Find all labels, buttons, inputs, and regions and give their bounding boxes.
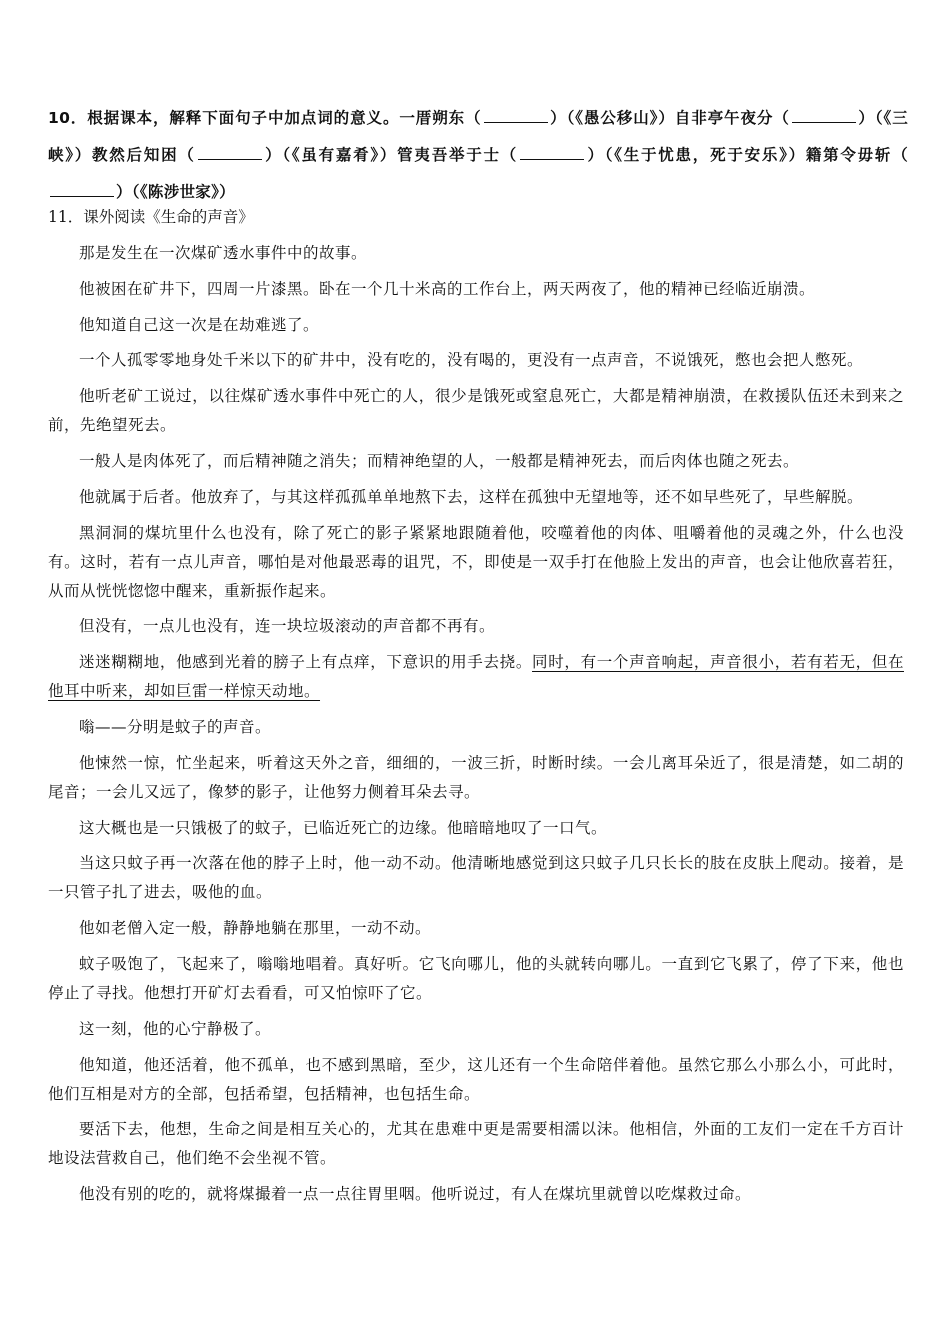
paragraph-text: 迷迷糊糊地，他感到光着的膀子上有点痒，下意识的用手去挠。	[79, 653, 533, 672]
passage-paragraph: 他如老僧入定一般，静静地躺在那里，一动不动。	[79, 919, 432, 938]
passage-paragraph: 这一刻，他的心宁静极了。	[79, 1019, 272, 1038]
q10-ref-2: ）（《三峡》）教然后知困（	[48, 109, 908, 164]
passage-paragraph: 当这只蚊子再一次落在他的脖子上时，他一动不动。他清晰地感觉到这只蚊子几只长长的肢在皮肤上爬动。接着，是一只管子扎了进去，吸他的血。	[48, 854, 904, 902]
question-11-title: 11．课外阅读《生命的声音》	[48, 208, 254, 226]
answer-blank-3[interactable]	[198, 145, 262, 160]
passage-paragraph: 他被困在矿井下，四周一片漆黑。卧在一个几十米高的工作台上，两天两夜了，他的精神已经临近崩溃。	[79, 279, 816, 298]
passage-paragraph: 他没有别的吃的，就将煤撮着一点一点往胃里咽。他听说过，有人在煤坑里就曾以吃煤救过命。	[79, 1185, 752, 1204]
passage-paragraph: 蚊子吸饱了，飞起来了，嗡嗡地唱着。真好听。它飞向哪儿，他的头就转向哪儿。一直到它飞累了，停了下来，他也停止了寻找。他想打开矿灯去看看，可又怕惊吓了它。	[48, 954, 904, 1002]
passage-paragraph: 要活下去，他想，生命之间是相互关心的，尤其在患难中更是需要相濡以沫。他相信，外面的工友们一定在千方百计地设法营救自己，他们绝不会坐视不管。	[48, 1120, 904, 1168]
passage-paragraph: 黑洞洞的煤坑里什么也没有，除了死亡的影子紧紧地跟随着他，咬噬着他的肉体、咀嚼着他的灵魂之外，什么也没有。这时，若有一点儿声音，哪怕是对他最恶毒的诅咒，不，即使是一双手打在他脸上发出的声音，也会让他欣喜若狂，从而从恍恍惚惚中醒来，重新振作起来。	[48, 523, 904, 600]
answer-blank-1[interactable]	[484, 108, 548, 123]
question-10	[48, 100, 908, 211]
passage-paragraph: 一个人孤零零地身处千米以下的矿井中，没有吃的，没有喝的，更没有一点声音，不说饿死，憋也会把人憋死。	[79, 351, 864, 370]
passage-paragraph: 他知道自己这一次是在劫难逃了。	[79, 315, 320, 334]
passage-paragraph: 那是发生在一次煤矿透水事件中的故事。	[79, 244, 368, 262]
passage-paragraph: 他听老矿工说过，以往煤矿透水事件中死亡的人，很少是饿死或窒息死亡，大都是精神崩溃，在救援队伍还未到来之前，先绝望死去。	[48, 387, 904, 435]
answer-blank-4[interactable]	[520, 145, 584, 160]
passage-paragraph: 他悚然一惊，忙坐起来，听着这天外之音，细细的，一波三折，时断时续。一会儿离耳朵近了，很是清楚，如二胡的尾音；一会儿又远了，像梦的影子，让他努力侧着耳朵去寻。	[48, 753, 904, 801]
passage-paragraph: 他知道，他还活着，他不孤单，也不感到黑暗，至少，这儿还有一个生命陪伴着他。虽然它那么小那么小，可此时，他们互相是对方的全部，包括希望，包括精神，也包括生命。	[48, 1055, 904, 1103]
passage-paragraph: 这大概也是一只饿极了的蚊子，已临近死亡的边缘。他暗暗地叹了一口气。	[79, 818, 608, 837]
q10-ref-1: ）（《愚公移山》）自非亭午夜分（	[549, 109, 790, 127]
reading-passage	[48, 239, 904, 1216]
passage-paragraph: 一般人是肉体死了，而后精神随之消失；而精神绝望的人，一般都是精神死去，而后肉体也随之死去。	[79, 451, 800, 470]
underlined-sentence: 同时，有一个声音响起，声音很小，若有若无，但在他耳中听来，却如巨雷一样惊天动地。	[48, 653, 904, 701]
q10-lead: 10．根据课本，解释下面句子中加点词的意义。一厝朔东（	[48, 109, 482, 127]
passage-paragraph: 但没有，一点儿也没有，连一块垃圾滚动的声音都不再有。	[79, 617, 496, 636]
passage-paragraph-underlined	[48, 648, 904, 706]
q10-ref-5: ）（《陈涉世家》）	[116, 183, 235, 201]
answer-blank-5[interactable]	[50, 182, 114, 197]
answer-blank-2[interactable]	[792, 108, 856, 123]
q10-ref-3: ）（《虽有嘉肴》）管夷吾举于士（	[263, 146, 519, 164]
passage-paragraph: 他就属于后者。他放弃了，与其这样孤孤单单地熬下去，这样在孤独中无望地等，还不如早些死了，早些解脱。	[79, 487, 864, 506]
q10-ref-4: ）（《生于忧患，死于安乐》）籍第令毋斩（	[586, 146, 908, 164]
passage-paragraph: 嗡——分明是蚊子的声音。	[79, 717, 272, 736]
